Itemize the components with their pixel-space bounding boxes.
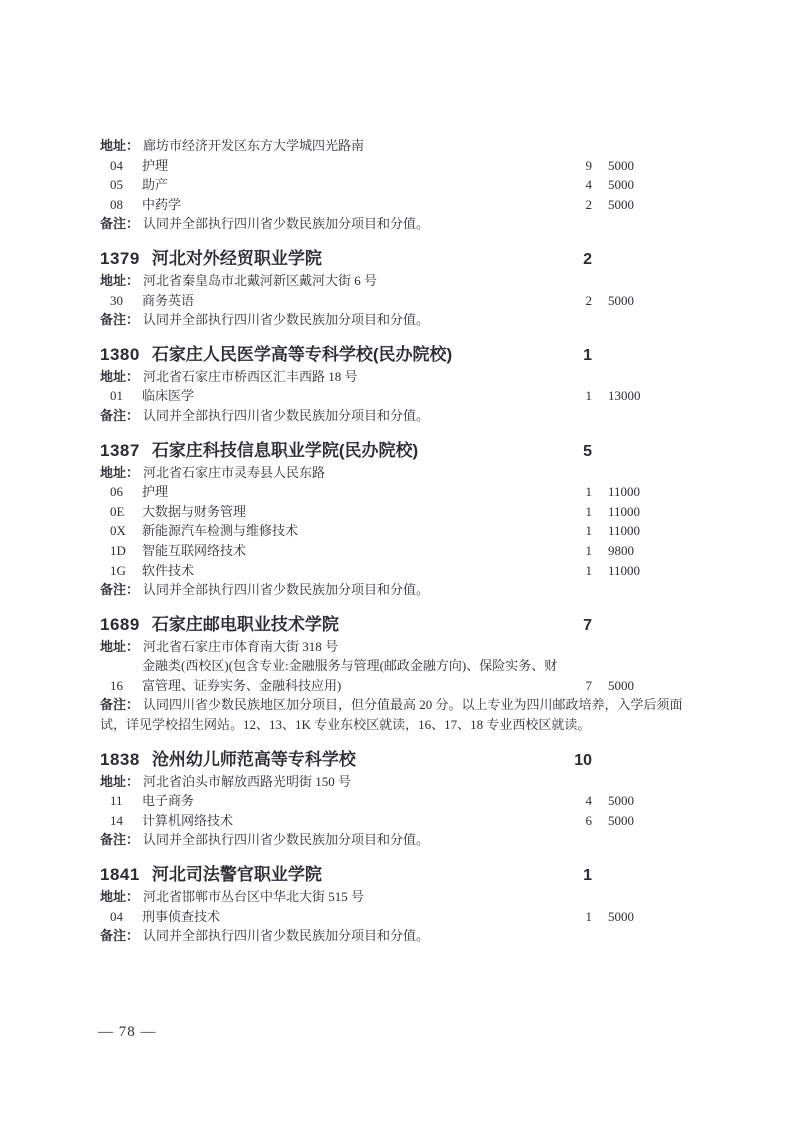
major-count: 1 xyxy=(585,484,592,500)
major-count: 2 xyxy=(585,196,592,212)
remark-label: 备注： xyxy=(100,697,140,713)
remark-text: 认同并全部执行四川省少数民族加分项目和分值。 xyxy=(143,216,430,232)
school-remark-line xyxy=(100,830,700,850)
school-name: 石家庄人民医学高等专科学校(民办院校) xyxy=(151,344,453,364)
major-count: 1 xyxy=(585,908,592,924)
school-total-count: 1 xyxy=(583,346,592,364)
major-list xyxy=(100,907,700,927)
major-count: 7 xyxy=(585,677,592,693)
major-tuition: 11000 xyxy=(608,503,641,519)
major-name: 软件技术 xyxy=(142,562,195,578)
school-block xyxy=(100,136,700,234)
school-remark-line xyxy=(100,214,700,234)
school-block xyxy=(100,614,700,735)
address-label: 地址： xyxy=(100,773,140,789)
school-header xyxy=(100,248,592,271)
major-code: 1D xyxy=(110,542,126,558)
school-name: 沧州幼儿师范高等专科学校 xyxy=(151,749,356,769)
school-address-line xyxy=(100,463,700,483)
major-tuition: 5000 xyxy=(608,157,634,173)
school-code: 1379 xyxy=(100,248,140,268)
major-row xyxy=(100,656,666,695)
school-header xyxy=(100,344,592,367)
school-code: 1689 xyxy=(100,614,140,634)
address-text: 河北省石家庄市桥西区汇丰西路 18 号 xyxy=(143,368,358,384)
major-name: 新能源汽车检测与维修技术 xyxy=(142,523,299,539)
major-list xyxy=(100,291,700,311)
major-tuition: 11000 xyxy=(608,562,641,578)
address-text: 河北省石家庄市体育南大街 318 号 xyxy=(143,638,339,654)
major-tuition: 5000 xyxy=(608,677,634,693)
school-name: 河北司法警官职业学院 xyxy=(151,865,322,885)
school-address-line xyxy=(100,887,700,907)
address-label: 地址： xyxy=(100,138,140,153)
major-name: 电子商务 xyxy=(142,793,195,809)
remark-label: 备注： xyxy=(100,407,140,423)
major-count: 1 xyxy=(585,562,592,578)
school-header xyxy=(100,440,592,463)
major-row xyxy=(100,811,666,831)
address-label: 地址： xyxy=(100,638,140,654)
major-tuition: 11000 xyxy=(608,523,641,539)
major-row xyxy=(100,907,666,927)
school-block xyxy=(100,248,700,330)
school-block xyxy=(100,749,700,850)
school-address-line xyxy=(100,367,700,387)
remark-label: 备注： xyxy=(100,216,140,232)
major-row xyxy=(100,541,666,561)
remark-text: 认同并全部执行四川省少数民族加分项目和分值。 xyxy=(143,582,430,598)
major-row xyxy=(100,521,666,541)
major-code: 06 xyxy=(110,484,123,500)
address-text: 河北省石家庄市灵寿县人民东路 xyxy=(143,464,326,480)
school-address-line xyxy=(100,772,700,792)
remark-label: 备注： xyxy=(100,928,140,944)
major-name: 助产 xyxy=(142,177,169,193)
major-name: 中药学 xyxy=(142,196,182,212)
major-row xyxy=(100,561,666,581)
major-list xyxy=(100,482,700,580)
major-code: 0E xyxy=(110,503,125,519)
page-number: — 78 — xyxy=(98,1024,157,1040)
school-name: 石家庄邮电职业技术学院 xyxy=(151,614,339,634)
major-tuition: 5000 xyxy=(608,177,634,193)
major-name: 计算机网络技术 xyxy=(142,812,234,828)
major-code: 14 xyxy=(110,812,123,828)
school-total-count: 7 xyxy=(583,616,592,634)
major-tuition: 5000 xyxy=(608,292,634,308)
school-remark-line xyxy=(100,406,700,426)
major-row xyxy=(100,386,666,406)
major-code: 16 xyxy=(110,677,123,693)
major-row xyxy=(100,291,666,311)
major-count: 6 xyxy=(585,812,592,828)
address-text: 廊坊市经济开发区东方大学城四光路南 xyxy=(143,138,365,153)
major-row xyxy=(100,482,666,502)
major-tuition: 9800 xyxy=(608,542,634,558)
address-label: 地址： xyxy=(100,464,140,480)
major-code: 11 xyxy=(110,793,123,809)
remark-label: 备注： xyxy=(100,312,140,328)
major-count: 1 xyxy=(585,523,592,539)
major-name: 智能互联网络技术 xyxy=(142,542,247,558)
school-remark-line xyxy=(100,926,700,946)
school-block xyxy=(100,344,700,426)
school-header xyxy=(100,864,592,887)
major-row xyxy=(100,791,666,811)
major-count: 1 xyxy=(585,388,592,404)
school-total-count: 5 xyxy=(583,442,592,460)
major-code: 01 xyxy=(110,388,123,404)
school-remark-line xyxy=(100,580,700,600)
major-list xyxy=(100,791,700,830)
major-name: 护理 xyxy=(142,157,169,173)
major-list xyxy=(100,386,700,406)
major-tuition: 13000 xyxy=(608,388,641,404)
school-header xyxy=(100,749,592,772)
school-address-line xyxy=(100,637,700,657)
major-code: 04 xyxy=(110,908,123,924)
school-header xyxy=(100,614,592,637)
major-code: 04 xyxy=(110,157,123,173)
school-block xyxy=(100,864,700,946)
school-code: 1841 xyxy=(100,865,140,885)
major-count: 4 xyxy=(585,177,592,193)
major-name: 大数据与财务管理 xyxy=(142,503,247,519)
remark-text: 认同四川省少数民族地区加分项目，但分值最高 20 分。以上专业为四川邮政培养，入学后须面试，详见学校招生网站。12、13、1K 专业东校区就读，16、17、18 专业西校区就读。 xyxy=(100,697,683,733)
address-label: 地址： xyxy=(100,889,140,905)
major-code: 05 xyxy=(110,177,123,193)
address-text: 河北省邯郸市丛台区中华北大街 515 号 xyxy=(143,889,365,905)
address-label: 地址： xyxy=(100,368,140,384)
major-tuition: 5000 xyxy=(608,812,634,828)
school-remark-line xyxy=(100,695,700,734)
major-code: 30 xyxy=(110,292,123,308)
major-name: 临床医学 xyxy=(142,388,195,404)
major-tuition: 11000 xyxy=(608,484,641,500)
school-name: 石家庄科技信息职业学院(民办院校) xyxy=(151,440,419,460)
major-count: 2 xyxy=(585,292,592,308)
major-count: 1 xyxy=(585,503,592,519)
remark-label: 备注： xyxy=(100,832,140,848)
major-count: 9 xyxy=(585,157,592,173)
school-total-count: 10 xyxy=(574,751,592,769)
major-row xyxy=(100,195,666,215)
major-code: 0X xyxy=(110,523,126,539)
school-code: 1387 xyxy=(100,440,140,460)
address-label: 地址： xyxy=(100,272,140,288)
major-name: 护理 xyxy=(142,484,169,500)
school-address-line xyxy=(100,136,700,156)
major-list xyxy=(100,656,700,695)
major-name: 商务英语 xyxy=(142,292,195,308)
remark-text: 认同并全部执行四川省少数民族加分项目和分值。 xyxy=(143,312,430,328)
school-total-count: 1 xyxy=(583,867,592,885)
school-block xyxy=(100,440,700,600)
document-content xyxy=(100,136,700,946)
major-tuition: 5000 xyxy=(608,196,634,212)
remark-label: 备注： xyxy=(100,582,140,598)
school-code: 1838 xyxy=(100,749,140,769)
remark-text: 认同并全部执行四川省少数民族加分项目和分值。 xyxy=(143,832,430,848)
major-row xyxy=(100,175,666,195)
major-code: 1G xyxy=(110,562,126,578)
school-remark-line xyxy=(100,310,700,330)
major-code: 08 xyxy=(110,196,123,212)
major-name: 金融类(西校区)(包含专业:金融服务与管理(邮政金融方向)、保险实务、财富管理、证券实务、金融科技应用) xyxy=(142,658,558,693)
major-row xyxy=(100,502,666,522)
school-address-line xyxy=(100,271,700,291)
remark-text: 认同并全部执行四川省少数民族加分项目和分值。 xyxy=(143,407,430,423)
major-row xyxy=(100,156,666,176)
school-total-count: 2 xyxy=(583,250,592,268)
remark-text: 认同并全部执行四川省少数民族加分项目和分值。 xyxy=(143,928,430,944)
school-name: 河北对外经贸职业学院 xyxy=(151,248,322,268)
major-tuition: 5000 xyxy=(608,793,634,809)
major-tuition: 5000 xyxy=(608,908,634,924)
address-text: 河北省秦皇岛市北戴河新区戴河大街 6 号 xyxy=(143,272,378,288)
major-count: 1 xyxy=(585,542,592,558)
address-text: 河北省泊头市解放西路光明街 150 号 xyxy=(143,773,352,789)
major-name: 刑事侦查技术 xyxy=(142,908,221,924)
major-list xyxy=(100,156,700,215)
major-count: 4 xyxy=(585,793,592,809)
school-code: 1380 xyxy=(100,344,140,364)
